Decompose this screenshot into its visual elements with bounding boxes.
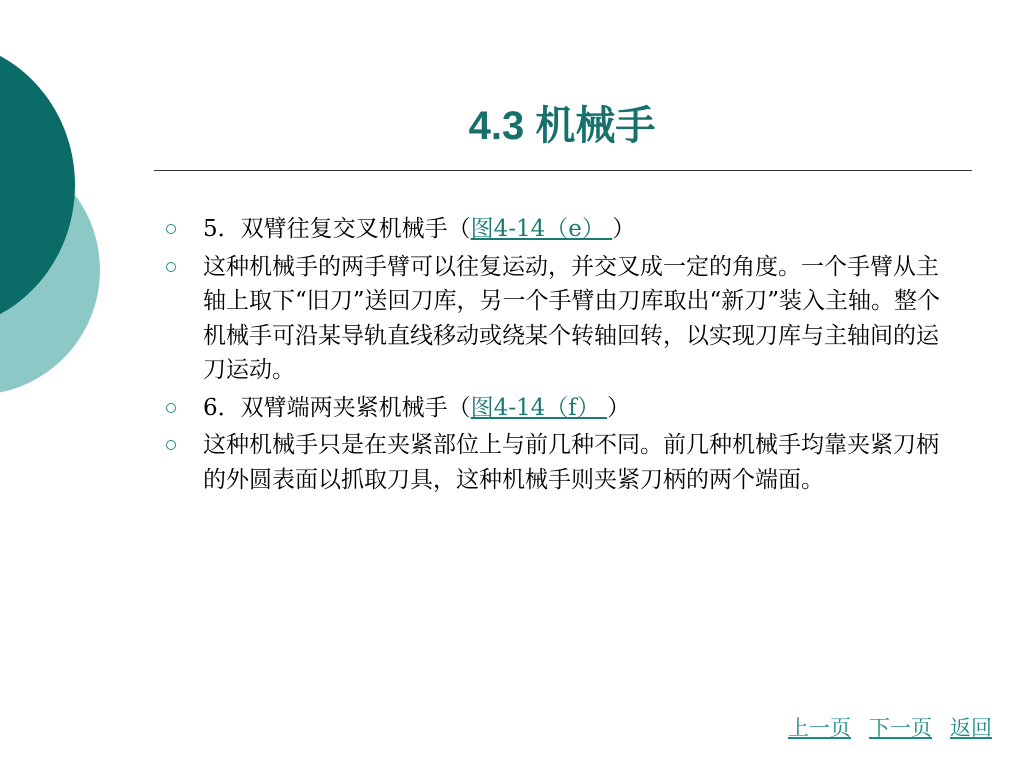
list-item xyxy=(160,212,948,247)
title-divider xyxy=(154,170,972,171)
prev-page-link[interactable]: 上一页 xyxy=(788,716,851,740)
hollow-circle-bullet-icon xyxy=(166,224,176,234)
item-paragraph: 这种机械手的两手臂可以往复运动，并交叉成一定的角度。一个手臂从主轴上取下“旧刀”送回刀库，另一个手臂由刀库取出“新刀”装入主轴。整个机械手可沿某导轨直线移动或绕某个转轴回转，以实现刀库与主轴间的运刀运动。 xyxy=(203,253,941,383)
next-page-link[interactable]: 下一页 xyxy=(869,716,932,740)
figure-link-e[interactable]: 图4-14（e） xyxy=(470,216,613,242)
item-heading-suffix: ） xyxy=(612,216,636,242)
item-paragraph: 这种机械手只是在夹紧部位上与前几种不同。前几种机械手均靠夹紧刀柄的外圆表面以抓取刀具，这种机械手则夹紧刀柄的两个端面。 xyxy=(203,432,939,493)
list-item xyxy=(160,391,948,426)
item-heading-suffix: ） xyxy=(607,394,631,421)
list-item xyxy=(160,428,948,497)
figure-link-f[interactable]: 图4-14（f） xyxy=(470,394,608,421)
hollow-circle-bullet-icon xyxy=(166,262,176,272)
item-heading-text: 5．双臂往复交叉机械手（ xyxy=(203,216,471,242)
list-item xyxy=(160,250,948,388)
bullet-list xyxy=(160,212,960,500)
hollow-circle-bullet-icon xyxy=(166,403,176,413)
item-heading-text: 6．双臂端两夹紧机械手（ xyxy=(203,394,471,421)
back-link[interactable]: 返回 xyxy=(950,716,992,740)
hollow-circle-bullet-icon xyxy=(166,440,176,450)
slide-title: 4.3 机械手 xyxy=(468,104,656,148)
slide-navigation xyxy=(770,713,992,743)
